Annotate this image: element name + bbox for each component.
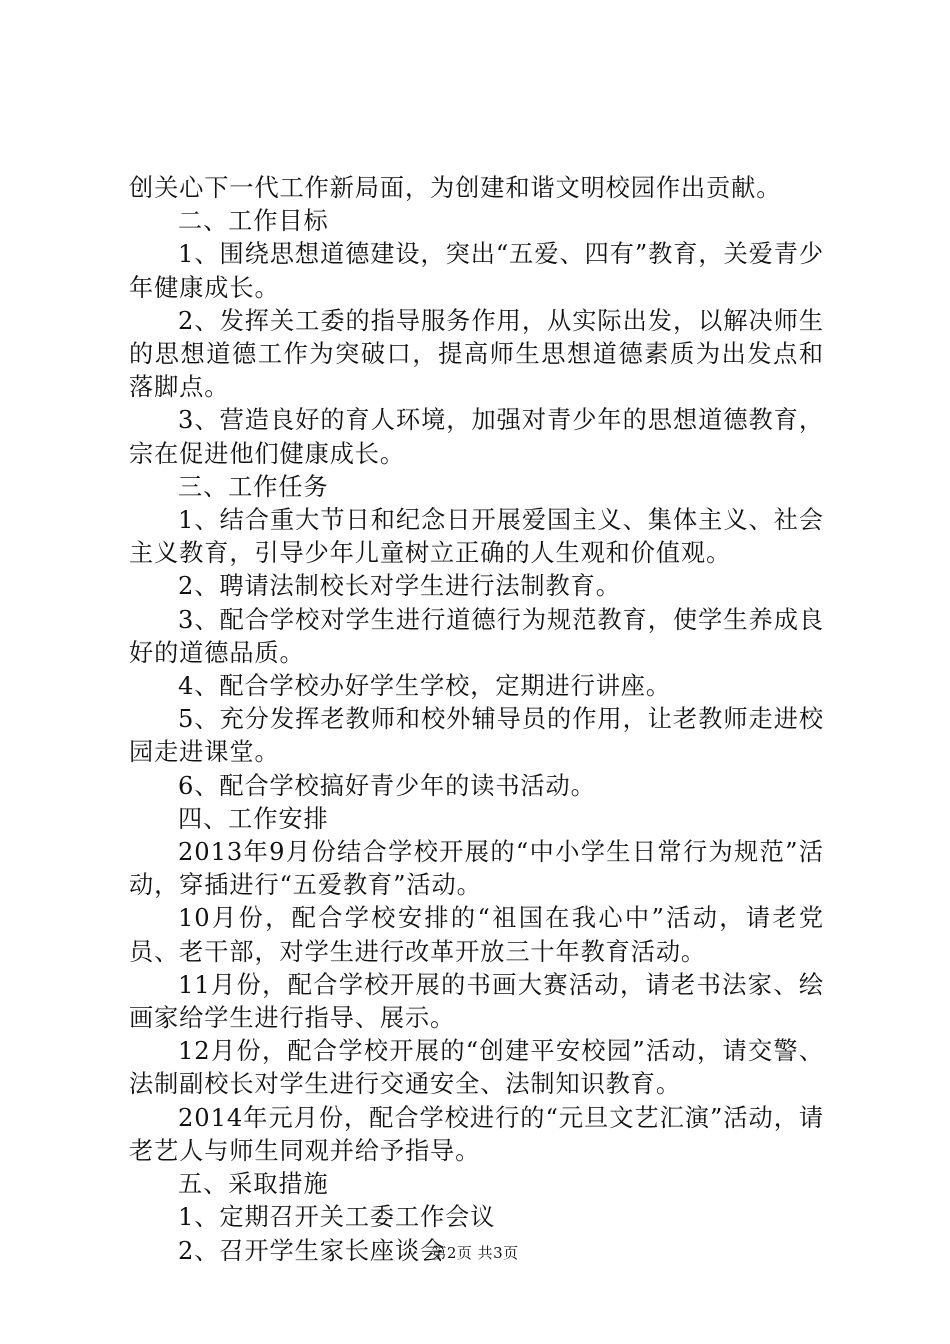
paragraph: 6、配合学校搞好青少年的读书活动。 [178,771,596,800]
paragraph: 五、采取措施 [178,1170,329,1199]
paragraph: 5、充分发挥老教师和校外辅导员的作用，让老教师走进校园走进课堂。 [129,705,824,767]
paragraph: 10月份，配合学校安排的“祖国在我心中”活动，请老党员、老干部，对学生进行改革开放三十年教育活动。 [129,904,824,966]
paragraph: 1、围绕思想道德建设，突出“五爱、四有”教育，关爱青少年健康成长。 [129,240,824,302]
paragraph: 1、结合重大节日和纪念日开展爱国主义、集体主义、社会主义教育，引导少年儿童树立正确的人生观和价值观。 [129,506,824,568]
paragraph: 四、工作安排 [178,804,329,833]
paragraph: 2、召开学生家长座谈会 [178,1236,446,1265]
paragraph: 11月份，配合学校开展的书画大赛活动，请老书法家、绘画家给学生进行指导、展示。 [129,970,824,1033]
paragraph: 12月份，配合学校开展的“创建平安校园”活动，请交警、法制副校长对学生进行交通安全、法制知识教育。 [129,1037,824,1099]
paragraph: 三、工作任务 [178,472,329,501]
paragraph: 二、工作目标 [178,207,329,236]
page-footer: 第2页 共3页 [431,1244,519,1262]
paragraph: 2、发挥关工委的指导服务作用，从实际出发，以解决师生的思想道德工作为突破口，提高师生思想道德素质为出发点和落脚点。 [129,306,824,402]
paragraph: 创关心下一代工作新局面，为创建和谐文明校园作出贡献。 [129,174,782,202]
paragraph: 2013年9月份结合学校开展的“中小学生日常行为规范”活动，穿插进行“五爱教育”活动。 [129,838,824,900]
paragraph: 3、配合学校对学生进行道德行为规范教育，使学生养成良好的道德品质。 [129,605,824,667]
paragraph: 2014年元月份，配合学校进行的“元旦文艺汇演”活动，请老艺人与师生同观并给予指导。 [129,1103,824,1165]
paragraph: 2、聘请法制校长对学生进行法制教育。 [178,572,621,601]
paragraph: 1、定期召开关工委工作会议 [178,1203,496,1232]
paragraph: 4、配合学校办好学生学校，定期进行讲座。 [178,672,671,701]
document-body [129,172,824,1268]
paragraph: 3、营造良好的育人环境，加强对青少年的思想道德教育，宗在促进他们健康成长。 [129,406,824,468]
